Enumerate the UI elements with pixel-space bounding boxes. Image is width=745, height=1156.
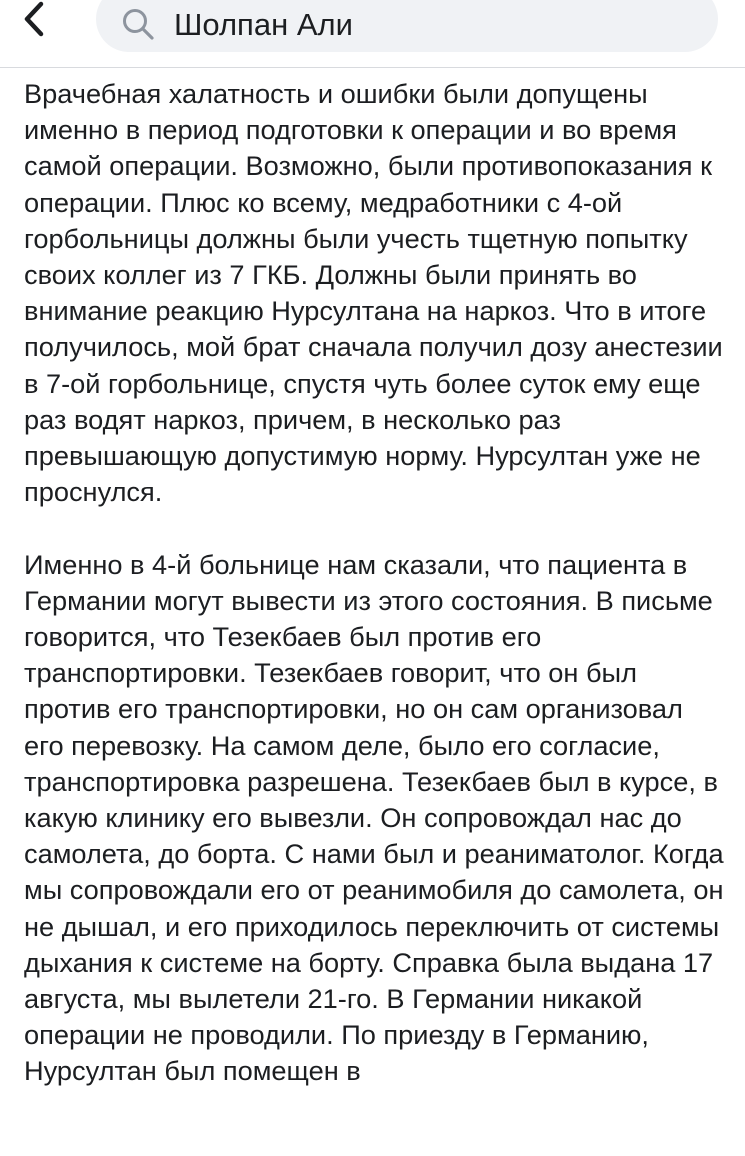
post-paragraph-1: Врачебная халатность и ошибки были допущены именно в период подготовки к операции и во время самой операции. Возможно, были противопоказания к операции. Плюс ко всему, медработники с 4-ой горбольницы должны были учесть тщетную попытку своих коллег из 7 ГКБ. Должны были принять во внимание реакцию Нурсултана на наркоз. Что в итоге получилось, мой брат сначала получил дозу анестезии в 7-ой горбольнице, спустя чуть более суток ему еще раз водят наркоз, причем, в несколько раз превышающую допустимую норму. Нурсултан уже не проснулся. [24,78,723,508]
chevron-left-icon [22,0,46,40]
search-input[interactable] [96,0,718,52]
back-button[interactable] [22,0,72,40]
search-icon [120,6,156,42]
search-query-text: Шолпан Али [174,7,353,42]
top-bar [0,0,745,68]
post-body [24,76,729,1090]
post-paragraph-2: Именно в 4-й больнице нам сказали, что пациента в Германии могут вывести из этого состояния. В письме говорится, что Тезекбаев был против его транспортировки. Тезекбаев говорит, что он был против его транспортировки, но он сам организовал его перевозку. На самом деле, было его согласие, транспортировка разрешена. Тезекбаев был в курсе, в какую клинику его вывезли. Он сопровождал нас до самолета, до борта. С нами был и реаниматолог. Когда мы сопровождали его от реанимобиля до самолета, он не дышал, и его приходилось переключить от системы дыхания к системе на борту. Справка была выдана 17 августа, мы вылетели 21-го. В Германии никакой операции не проводили. По приезду в Германию, Нурсултан был помещен в [24,548,724,1087]
